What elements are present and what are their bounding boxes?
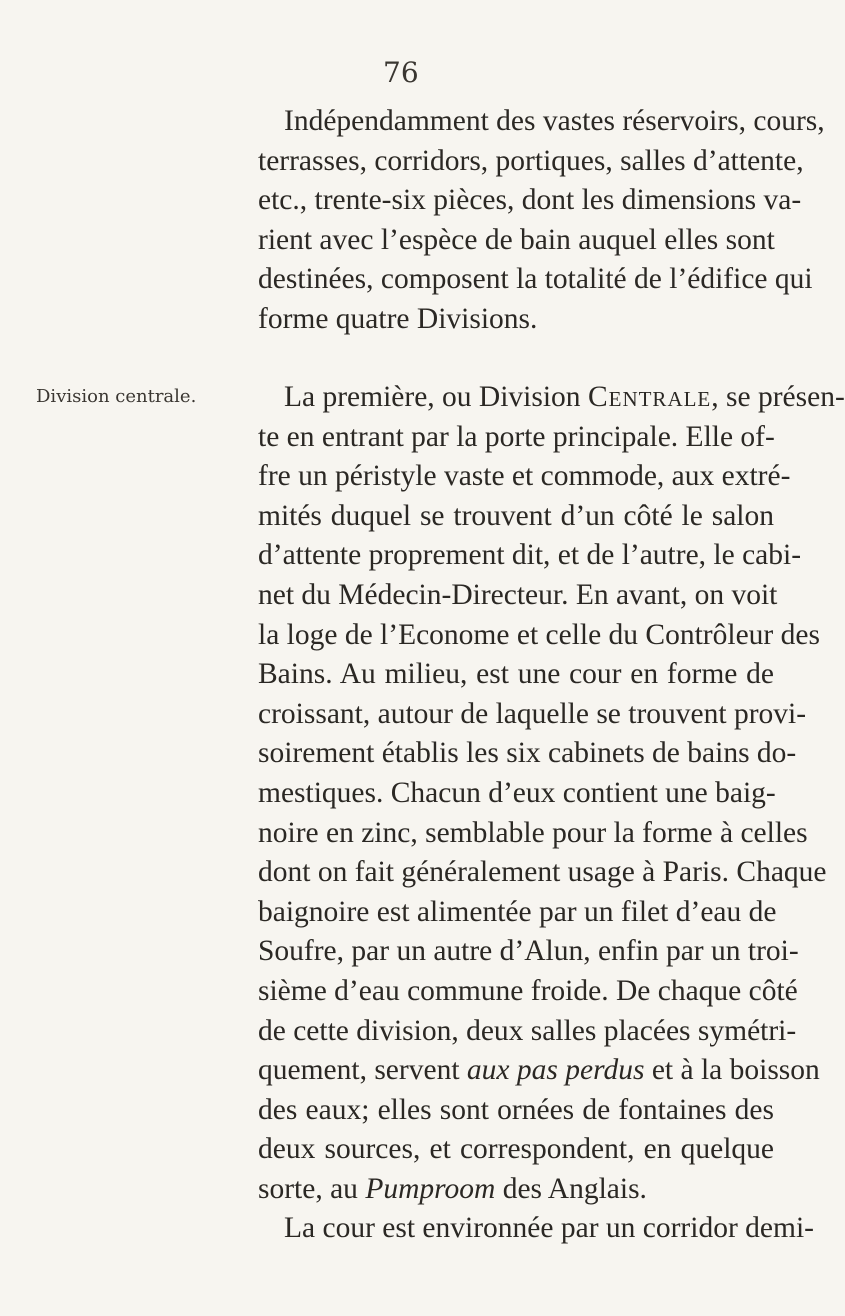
text-line: etc., trente-six pièces, dont les dimensions va- [258,184,802,217]
small-caps-term: Centrale [587,381,712,413]
paragraph-1 [258,102,825,340]
text-line: te en entrant par la porte principale. Elle of- [258,420,775,453]
text-run: quement, servent [258,1054,467,1087]
text-line [258,378,845,418]
text-line: soirement établis les six cabinets de bains do- [258,737,797,770]
text-line: deux sources, et correspondent, en quelque [258,1133,774,1166]
text-run: sorte, au [258,1172,366,1205]
text-line: sième d’eau commune froide. De chaque côté [258,974,798,1007]
italic-term: Pumproom [365,1172,496,1205]
text-line: mités duquel se trouvent d’un côté le salon [258,499,774,532]
text-line: des eaux; elles sont ornées de fontaines des [258,1093,774,1126]
text-line: noire en zinc, semblable pour la forme à celles [258,816,808,849]
text-line: d’attente proprement dit, et de l’autre, le cabi- [258,539,802,572]
text-line: dont on fait généralement usage à Paris. Chaque [258,856,827,889]
text-line: la loge de l’Econome et celle du Contrôleur des [258,618,820,651]
text-line: La cour est environnée par un corridor demi- [284,1212,814,1245]
text-line: baignoire est alimentée par un filet d’eau de [258,895,777,928]
text-line: Bains. Au milieu, est une cour en forme de [258,658,774,691]
paragraph-2 [258,378,845,1249]
margin-note: Division centrale. [36,386,197,407]
text-line: destinées, composent la totalité de l’édifice qui [258,263,813,296]
text-line: net du Médecin-Directeur. En avant, on voit [258,578,778,611]
text-line: Indépendamment des vastes réservoirs, cours, [284,105,825,137]
text-line: rient avec l’espèce de bain auquel elles sont [258,223,775,256]
text-line: mestiques. Chacun d’eux contient une baig- [258,776,776,809]
text-line [258,1051,820,1091]
text-line: de cette division, deux salles placées symétri- [258,1014,797,1047]
text-run: des Anglais. [495,1172,647,1205]
text-run: , se présen- [711,381,845,413]
text-line: terrasses, corridors, portiques, salles d’attente, [258,144,804,177]
text-run: et à la boisson [644,1054,820,1087]
text-run: La première, ou Division [284,381,588,413]
page-number: 76 [383,56,419,89]
text-line: fre un péristyle vaste et commode, aux extré- [258,460,791,493]
text-line [258,1170,774,1210]
text-line: Soufre, par un autre d’Alun, enfin par un troi- [258,935,799,968]
text-line: forme quatre Divisions. [258,302,538,335]
text-line: croissant, autour de laquelle se trouvent provi- [258,697,807,730]
italic-term: aux pas perdus [466,1054,645,1087]
